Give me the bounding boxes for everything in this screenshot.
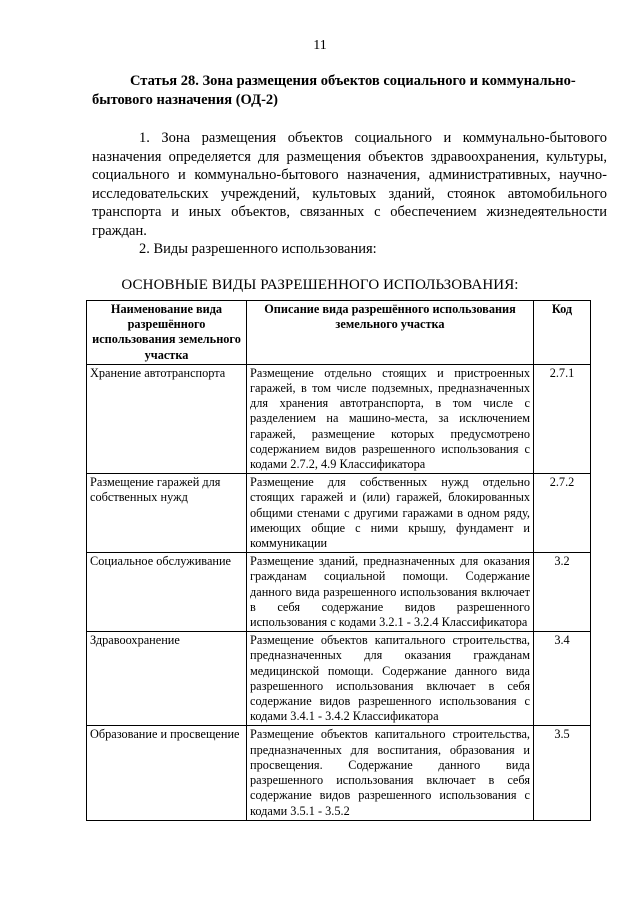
cell-name: Образование и просвещение: [87, 726, 247, 820]
table-row: [87, 364, 591, 473]
permitted-uses-table: [86, 300, 591, 821]
cell-name: Социальное обслуживание: [87, 553, 247, 632]
cell-code: 2.7.2: [534, 474, 591, 553]
body-text: [92, 129, 607, 259]
table-row: [87, 474, 591, 553]
article-title: Статья 28. Зона размещения объектов социального и коммунально-бытового назначения (ОД-2): [92, 73, 576, 108]
cell-code: 3.4: [534, 632, 591, 726]
table-row: [87, 553, 591, 632]
table-row: [87, 726, 591, 820]
header-code: Код: [534, 301, 591, 365]
cell-code: 3.5: [534, 726, 591, 820]
table-header-row: [87, 301, 591, 365]
cell-description: Размещение для собственных нужд отдельно стоящих гаражей и (или) гаражей, блокированных общими стенами с другими гаражами в одном ряду, имеющих общие с ними крышу, фундамент и коммуникации: [247, 474, 534, 553]
page-number: 11: [313, 38, 327, 53]
paragraph-zone-definition: 1. Зона размещения объектов социального и коммунально-бытового назначения определяется для размещения объектов здравоохранения, культуры, социального и коммунально-бытового назначения, административных, научно-исследовательских учреждений, культовых зданий, стоянок автомобильного транспорта и иных объектов, связанных с обеспечением жизнедеятельности граждан.: [92, 130, 607, 239]
cell-description: Размещение объектов капитального строительства, предназначенных для воспитания, образования и просвещения. Содержание данного вида разрешенного использования включает в себя содержание видов разрешенного использования с кодами 3.5.1 - 3.5.2: [247, 726, 534, 820]
header-name: Наименование вида разрешённого использования земельного участка: [87, 301, 247, 365]
section-heading: ОСНОВНЫЕ ВИДЫ РАЗРЕШЕННОГО ИСПОЛЬЗОВАНИЯ:: [121, 277, 519, 293]
cell-name: Здравоохранение: [87, 632, 247, 726]
paragraph-permitted-uses: 2. Виды разрешенного использования:: [139, 241, 377, 257]
cell-name: Размещение гаражей для собственных нужд: [87, 474, 247, 553]
cell-code: 3.2: [534, 553, 591, 632]
cell-code: 2.7.1: [534, 364, 591, 473]
cell-name: Хранение автотранспорта: [87, 364, 247, 473]
cell-description: Размещение зданий, предназначенных для оказания гражданам социальной помощи. Содержание данного вида разрешенного использования включает в себя содержание видов разрешенного использования с кодами 3.2.1 - 3.2.4 Классификатора: [247, 553, 534, 632]
cell-description: Размещение отдельно стоящих и пристроенных гаражей, в том числе подземных, предназначенных для хранения автотранспорта, в том числе с разделением на машино-места, за исключением гаражей, размещение которых предусмотрено содержанием видов разрешенного использования с кодами 2.7.2, 4.9 Классификатора: [247, 364, 534, 473]
table-row: [87, 632, 591, 726]
cell-description: Размещение объектов капитального строительства, предназначенных для оказания гражданам медицинской помощи. Содержание данного вида разрешенного использования включает в себя содержание видов разрешенного использования с кодами 3.4.1 - 3.4.2 Классификатора: [247, 632, 534, 726]
header-description: Описание вида разрешённого использования земельного участка: [247, 301, 534, 365]
